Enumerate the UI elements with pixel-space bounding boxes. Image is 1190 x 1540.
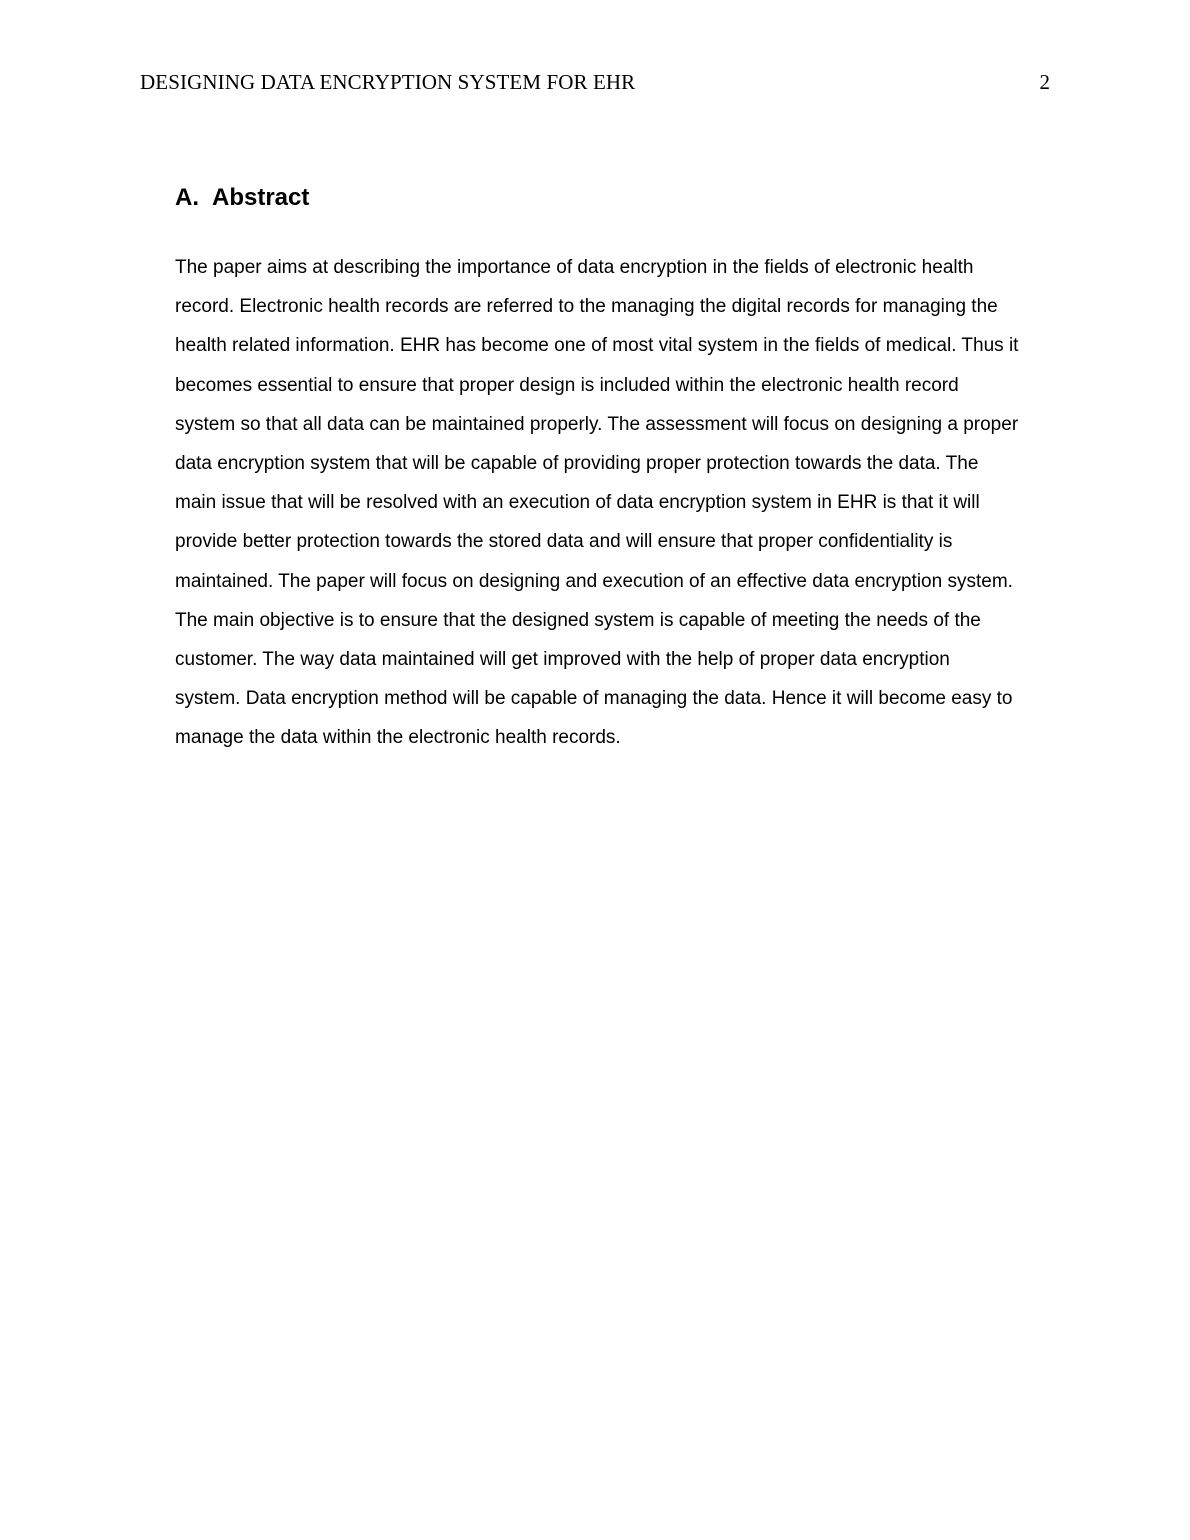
section-heading xyxy=(175,184,309,212)
abstract-line: health related information. EHR has become one of most vital system in the fields of medical. Thus it xyxy=(175,335,1019,357)
abstract-line: customer. The way data maintained will get improved with the help of proper data encryption xyxy=(175,649,950,671)
page-number: 2 xyxy=(1039,70,1050,94)
abstract-line: record. Electronic health records are referred to the managing the digital records for managing the xyxy=(175,296,998,318)
abstract-line: manage the data within the electronic health records. xyxy=(175,727,621,749)
abstract-line: data encryption system that will be capable of providing proper protection towards the data. The xyxy=(175,453,979,475)
abstract-line: The paper aims at describing the importance of data encryption in the fields of electronic health xyxy=(175,257,974,278)
abstract-line: main issue that will be resolved with an execution of data encryption system in EHR is that it will xyxy=(175,492,980,514)
abstract-paragraph xyxy=(175,248,1055,758)
abstract-line: The main objective is to ensure that the designed system is capable of meeting the needs of the xyxy=(175,609,981,631)
section-marker: A. xyxy=(175,184,199,211)
abstract-line: provide better protection towards the stored data and will ensure that proper confidentiality is xyxy=(175,531,953,553)
abstract-line: system so that all data can be maintained properly. The assessment will focus on designing a proper xyxy=(175,413,1019,435)
abstract-line: system. Data encryption method will be capable of managing the data. Hence it will become easy to xyxy=(175,688,1013,710)
running-head: DESIGNING DATA ENCRYPTION SYSTEM FOR EHR xyxy=(140,70,636,94)
abstract-line: becomes essential to ensure that proper design is included within the electronic health record xyxy=(175,374,959,396)
section-title: Abstract xyxy=(212,184,310,211)
abstract-line: maintained. The paper will focus on designing and execution of an effective data encryption system. xyxy=(175,570,1013,592)
